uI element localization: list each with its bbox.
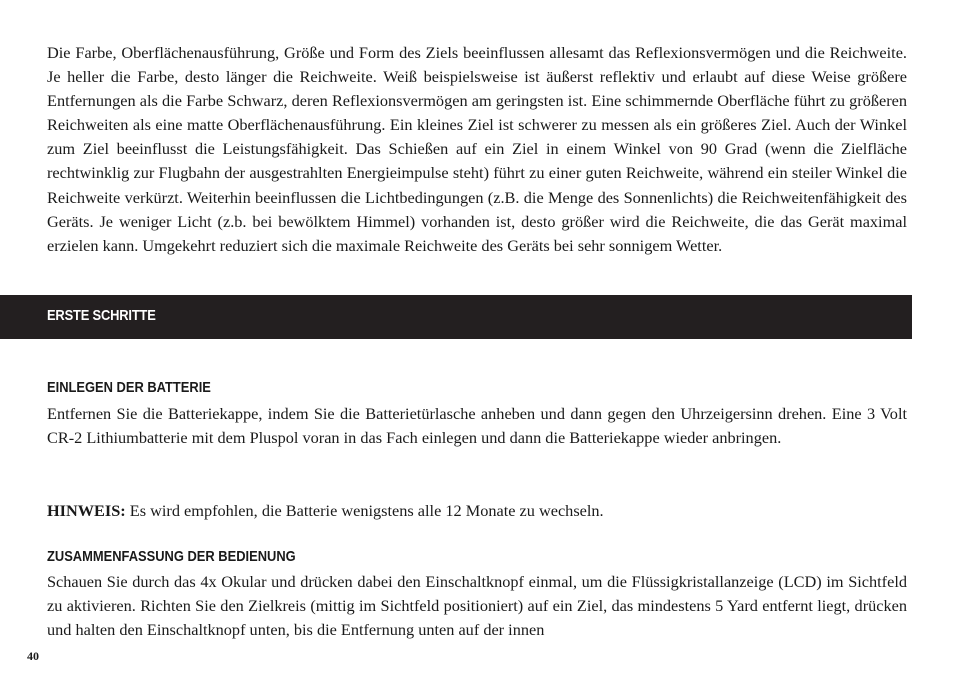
section-header-bar xyxy=(0,295,912,339)
intro-paragraph: Die Farbe, Oberflächenausführung, Größe und Form des Ziels beeinflussen allesamt das Reflexionsvermögen und die Reichweite. Je heller die Farbe, desto länger die Reichweite. Weiß beispielsweise ist äußerst reflektiv und erlaubt auf diese Weise größere Entfernungen als die Farbe Schwarz, deren Reflexionsvermögen am geringsten ist. Eine schimmernde Oberfläche führt zu größeren Reichweiten als eine matte Oberflächenausführung. Ein kleines Ziel ist schwerer zu messen als ein größeres Ziel. Auch der Winkel zum Ziel beeinflusst die Leistungsfähigkeit. Das Schießen auf ein Ziel in einem Winkel von 90 Grad (wenn die Zielfläche rechtwinklig zur Flugbahn der ausgestrahlten Energieimpulse steht) führt zu einer guten Reichweite, während ein steiler Winkel die Reichweite verkürzt. Weiterhin beeinflussen die Lichtbedingungen (z.B. die Menge des Sonnenlichts) die Reichweitenfähigkeit des Geräts. Je weniger Licht (z.b. bei bewölktem Himmel) vorhanden ist, desto größer wird die Reichweite, die das Gerät maximal erzielen kann. Umgekehrt reduziert sich die maximale Reichweite des Geräts bei sehr sonnigem Wetter. xyxy=(47,43,907,255)
battery-heading: EINLEGEN DER BATTERIE xyxy=(47,379,211,396)
note-paragraph xyxy=(47,499,907,523)
section-title: ERSTE SCHRITTE xyxy=(47,307,156,324)
summary-paragraph: Schauen Sie durch das 4x Okular und drücken dabei den Einschaltknopf einmal, um die Flüssigkristallanzeige (LCD) im Sichtfeld zu aktivieren. Richten Sie den Zielkreis (mittig im Sichtfeld positioniert) auf ein Ziel, das mindestens 5 Yard entfernt liegt, drücken und halten den Einschaltknopf unten, bis die Entfernung unten auf der innen xyxy=(47,572,907,640)
summary-heading: ZUSAMMENFASSUNG DER BEDIENUNG xyxy=(47,548,296,565)
battery-paragraph: Entfernen Sie die Batteriekappe, indem Sie die Batterietürlasche anheben und dann gegen den Uhrzeigersinn drehen. Eine 3 Volt CR-2 Lithiumbatterie mit dem Pluspol voran in das Fach einlegen und dann die Batteriekappe wieder anbringen. xyxy=(47,404,907,448)
note-label: HINWEIS: xyxy=(47,501,126,520)
page-number: 40 xyxy=(27,649,39,663)
note-text: Es wird empfohlen, die Batterie wenigstens alle 12 Monate zu wechseln. xyxy=(125,501,604,520)
